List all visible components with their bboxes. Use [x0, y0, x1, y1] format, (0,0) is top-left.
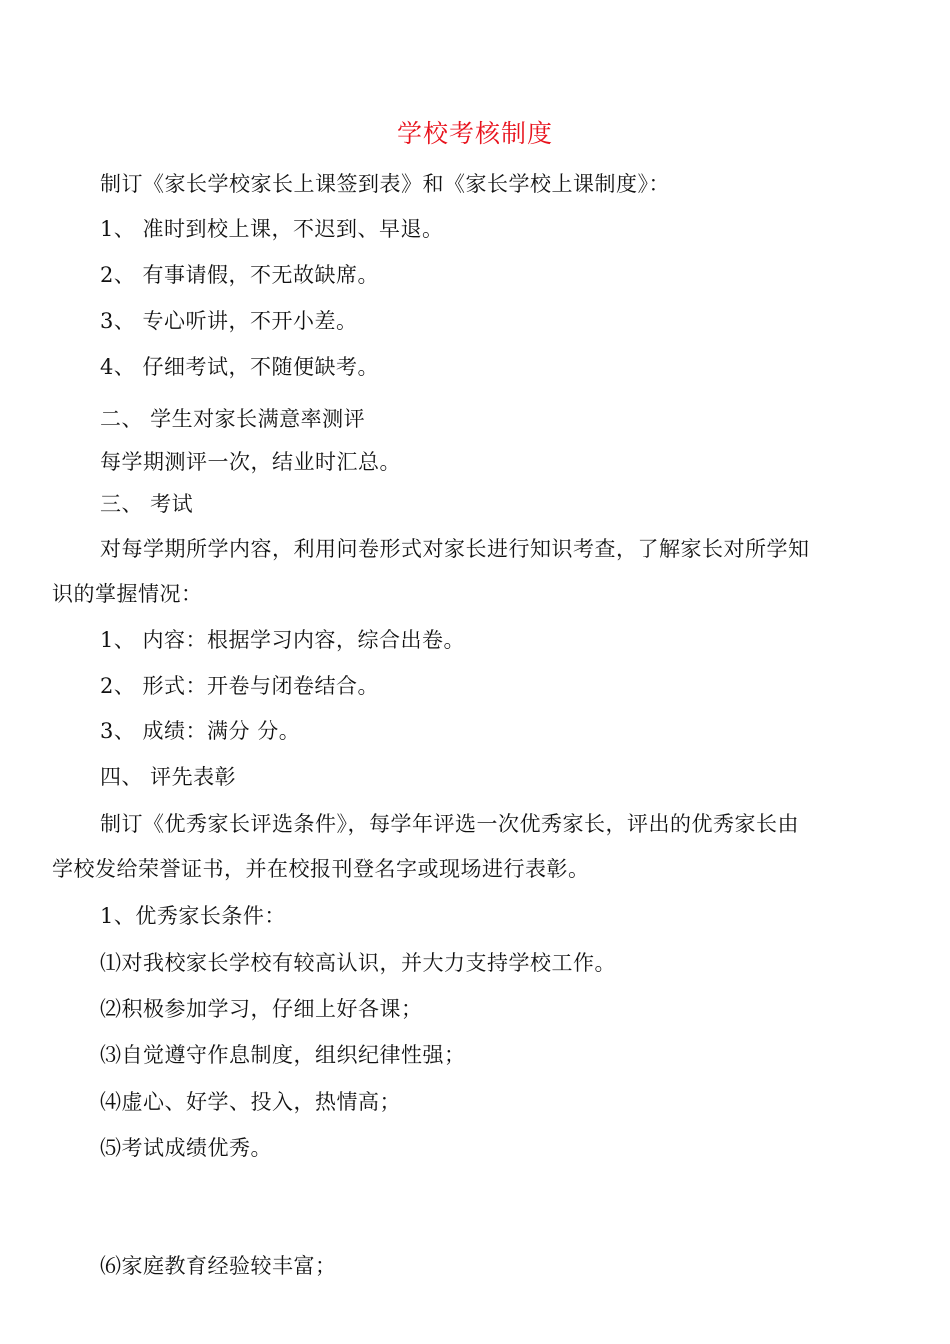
list-item: 1、 内容：根据学习内容，综合出卷。 [100, 628, 466, 652]
section-heading: 四、 评先表彰 [100, 765, 237, 789]
list-item: 2、 有事请假，不无故缺席。 [100, 263, 380, 287]
section-heading: 二、 学生对家长满意率测评 [100, 407, 366, 431]
list-item: ⑴对我校家长学校有较高认识，并大力支持学校工作。 [100, 951, 616, 975]
list-item: ⑶自觉遵守作息制度，组织纪律性强； [100, 1043, 466, 1067]
section-heading: 三、 考试 [100, 492, 194, 516]
subheading: 1、优秀家长条件： [100, 904, 286, 928]
list-item: ⑵积极参加学习，仔细上好各课； [100, 997, 423, 1021]
paragraph-continuation: 学校发给荣誉证书，并在校报刊登名字或现场进行表彰。 [52, 857, 590, 881]
paragraph: 对每学期所学内容，利用问卷形式对家长进行知识考查，了解家长对所学知 [100, 537, 810, 561]
list-item: 3、 专心听讲，不开小差。 [100, 309, 358, 333]
paragraph-continuation: 识的掌握情况： [52, 582, 203, 606]
paragraph-sign-in-rules: 制订《家长学校家长上课签到表》和《家长学校上课制度》： [100, 172, 670, 196]
list-item: 2、 形式：开卷与闭卷结合。 [100, 674, 380, 698]
list-item: 3、 成绩：满分 分。 [100, 719, 301, 743]
list-item: ⑷虚心、好学、投入，热情高； [100, 1090, 401, 1114]
list-item: 1、 准时到校上课，不迟到、早退。 [100, 217, 444, 241]
paragraph: 制订《优秀家长评选条件》，每学年评选一次优秀家长，评出的优秀家长由 [100, 812, 799, 836]
list-item: 4、 仔细考试，不随便缺考。 [100, 355, 380, 379]
list-item: ⑹家庭教育经验较丰富； [100, 1254, 337, 1278]
list-item: ⑸考试成绩优秀。 [100, 1136, 272, 1160]
document-title: 学校考核制度 [396, 119, 553, 148]
paragraph: 每学期测评一次，结业时汇总。 [100, 450, 401, 474]
